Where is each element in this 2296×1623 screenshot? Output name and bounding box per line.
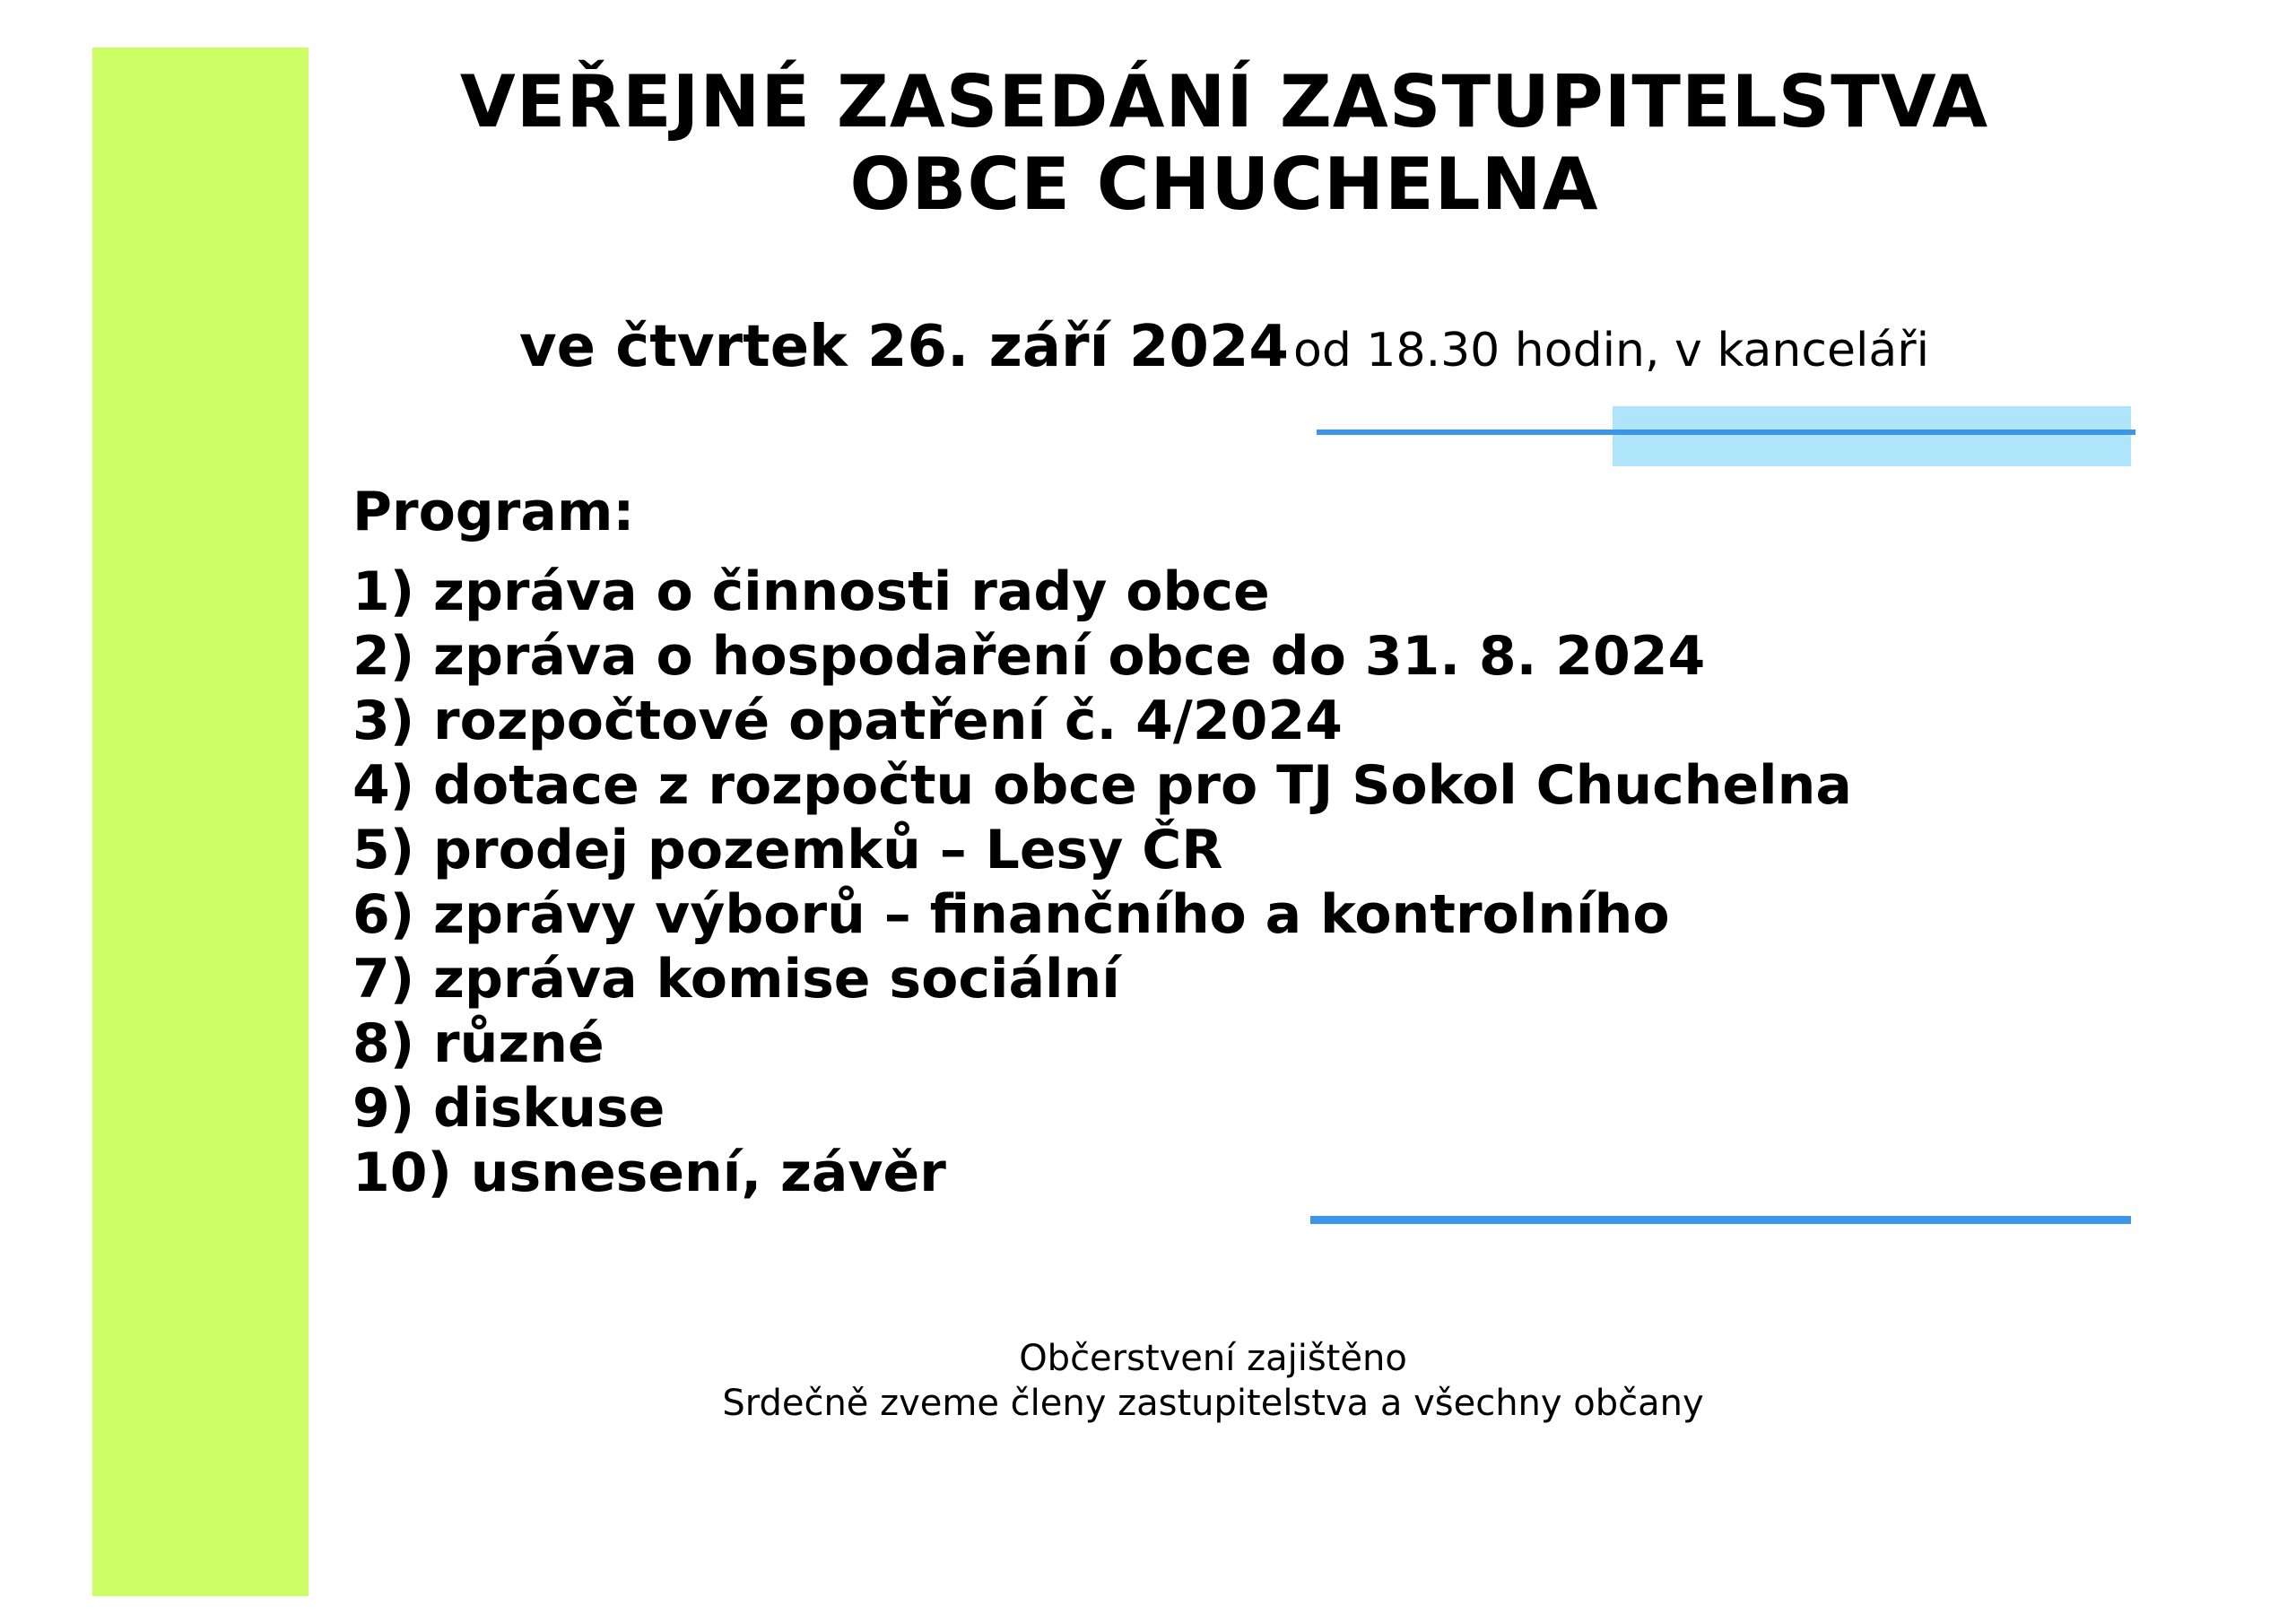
title-line-2: OBCE CHUCHELNA bbox=[849, 143, 1599, 226]
program-item: 8) různé bbox=[352, 1012, 604, 1075]
decorative-blue-line-top bbox=[1317, 430, 2135, 435]
program-item: 9) diskuse bbox=[352, 1077, 665, 1140]
footer-invitation: Srdečně zveme členy zastupitelstva a všechny občany bbox=[722, 1383, 1704, 1424]
title-line-1: VEŘEJNÉ ZASEDÁNÍ ZASTUPITELSTVA bbox=[459, 60, 1989, 143]
program-item: 10) usnesení, závěr bbox=[352, 1141, 946, 1204]
program-item: 6) zprávy výborů – finančního a kontrolního bbox=[352, 883, 1670, 946]
program-item: 4) dotace z rozpočtu obce pro TJ Sokol Chuchelna bbox=[352, 754, 1852, 817]
decorative-light-blue-box bbox=[1613, 406, 2131, 466]
program-item: 5) prodej pozemků – Lesy ČR bbox=[352, 819, 1223, 881]
footer-note bbox=[341, 1336, 2085, 1426]
program-item: 2) zpráva o hospodaření obce do 31. 8. 2024 bbox=[352, 625, 1706, 688]
footer-refreshment: Občerstvení zajištěno bbox=[1019, 1338, 1407, 1379]
meeting-date: ve čtvrtek 26. září 2024 bbox=[518, 314, 1289, 380]
meeting-date-line bbox=[341, 314, 2108, 380]
meeting-time-place: od 18.30 hodin, v kanceláři bbox=[1293, 324, 1930, 378]
page-title bbox=[341, 61, 2108, 226]
program-item: 7) zpráva komise sociální bbox=[352, 948, 1120, 1011]
decorative-blue-line-bottom bbox=[1310, 1216, 2131, 1224]
program-item: 3) rozpočtové opatření č. 4/2024 bbox=[352, 690, 1343, 752]
program-label: Program: bbox=[352, 481, 635, 543]
green-side-bar bbox=[92, 48, 309, 1596]
program-list bbox=[352, 560, 1852, 1205]
program-item: 1) zpráva o činnosti rady obce bbox=[352, 560, 1270, 623]
